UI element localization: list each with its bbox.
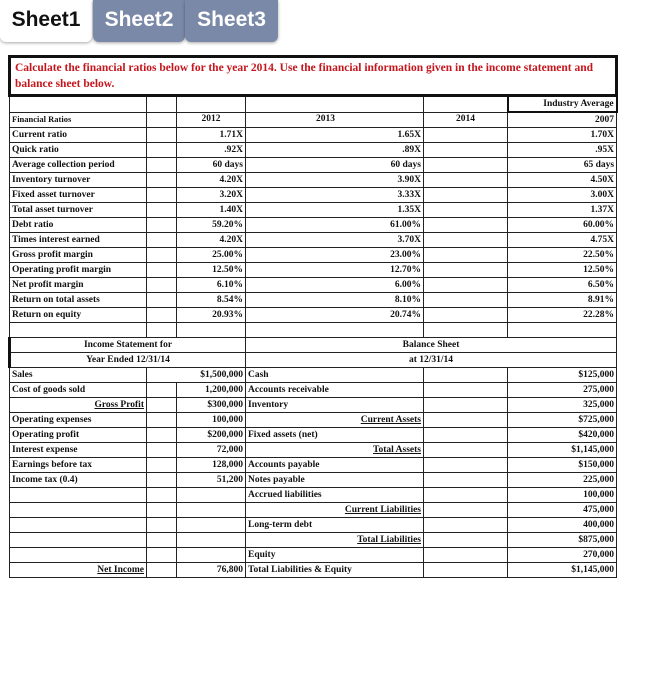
cell[interactable] (10, 323, 147, 338)
cell[interactable] (246, 96, 424, 113)
ratio-name: Net profit margin (10, 278, 147, 293)
ratio-row (10, 188, 617, 203)
ratio-name: Gross profit margin (10, 248, 147, 263)
income-statement-value (177, 533, 246, 548)
year-2007-header: 2007 (508, 112, 617, 128)
balance-sheet-label: Cash (246, 368, 424, 383)
financial-row (10, 503, 617, 518)
cell[interactable] (147, 143, 177, 158)
income-statement-label: Gross Profit (10, 398, 147, 413)
income-statement-value: 1,200,000 (177, 383, 246, 398)
ratio-2014-input[interactable] (424, 233, 508, 248)
cell[interactable] (147, 503, 177, 518)
ratio-2012-value: .92X (177, 143, 246, 158)
cell[interactable] (424, 413, 508, 428)
cell[interactable] (147, 488, 177, 503)
ratio-row (10, 293, 617, 308)
ratio-name: Debt ratio (10, 218, 147, 233)
cell[interactable] (177, 323, 246, 338)
ratio-row (10, 308, 617, 323)
cell[interactable] (147, 428, 177, 443)
cell[interactable] (424, 428, 508, 443)
cell[interactable] (147, 518, 177, 533)
cell[interactable] (246, 323, 424, 338)
balance-sheet-label: Equity (246, 548, 424, 563)
income-statement-label: Net Income (10, 563, 147, 578)
cell[interactable] (147, 112, 177, 128)
ratio-industry-value: 65 days (508, 158, 617, 173)
ratio-2012-value: 12.50% (177, 263, 246, 278)
income-statement-label: Sales (10, 368, 147, 383)
cell[interactable] (147, 233, 177, 248)
ratio-2012-value: 1.71X (177, 128, 246, 143)
cell[interactable] (147, 128, 177, 143)
income-statement-label: Operating profit (10, 428, 147, 443)
ratio-2014-input[interactable] (424, 203, 508, 218)
ratio-industry-value: .95X (508, 143, 617, 158)
ratio-2014-input[interactable] (424, 218, 508, 233)
ratio-2012-value: 6.10% (177, 278, 246, 293)
cell[interactable] (424, 368, 508, 383)
ratio-row (10, 173, 617, 188)
tab-sheet3[interactable]: Sheet3 (185, 0, 278, 42)
cell[interactable] (424, 563, 508, 578)
ratio-industry-value: 22.50% (508, 248, 617, 263)
income-statement-label (10, 503, 147, 518)
balance-sheet-label: Accounts receivable (246, 383, 424, 398)
income-statement-label (10, 488, 147, 503)
ratio-industry-value: 60.00% (508, 218, 617, 233)
cell[interactable] (147, 443, 177, 458)
ratio-2013-value: 12.70% (246, 263, 424, 278)
ratio-name: Inventory turnover (10, 173, 147, 188)
balance-sheet-value: 475,000 (508, 503, 617, 518)
ratio-2013-value: 20.74% (246, 308, 424, 323)
ratio-2013-value: 1.35X (246, 203, 424, 218)
ratio-2014-input[interactable] (424, 173, 508, 188)
ratio-industry-value: 4.75X (508, 233, 617, 248)
cell[interactable] (424, 473, 508, 488)
balance-sheet-label: Inventory (246, 398, 424, 413)
spreadsheet-grid (8, 55, 618, 578)
ratio-row (10, 128, 617, 143)
balance-sheet-label: Total Assets (246, 443, 424, 458)
ratio-2014-input[interactable] (424, 308, 508, 323)
cell[interactable] (147, 383, 177, 398)
cell[interactable] (424, 518, 508, 533)
cell[interactable] (424, 323, 508, 338)
cell[interactable] (147, 218, 177, 233)
ratio-2013-value: 23.00% (246, 248, 424, 263)
instruction-text: Calculate the financial ratios below for the year 2014. Use the financial information given in the income statement and balance sheet below. (10, 57, 617, 96)
ratio-2013-value: 1.65X (246, 128, 424, 143)
cell[interactable] (424, 548, 508, 563)
financial-row (10, 473, 617, 488)
balance-sheet-value: $150,000 (508, 458, 617, 473)
industry-average-header: Industry Average (508, 96, 617, 113)
financial-ratios-header: Financial Ratios (10, 112, 147, 128)
ratio-2013-value: 3.90X (246, 173, 424, 188)
ratio-2013-value: .89X (246, 143, 424, 158)
income-statement-value (177, 518, 246, 533)
ratio-2014-input[interactable] (424, 128, 508, 143)
ratio-2012-value: 1.40X (177, 203, 246, 218)
financial-row (10, 383, 617, 398)
ratio-2013-value: 60 days (246, 158, 424, 173)
cell[interactable] (147, 398, 177, 413)
ratio-name: Average collection period (10, 158, 147, 173)
cell[interactable] (147, 248, 177, 263)
income-statement-label (10, 518, 147, 533)
ratio-name: Return on equity (10, 308, 147, 323)
income-statement-label (10, 548, 147, 563)
balance-sheet-value: $1,145,000 (508, 443, 617, 458)
cell[interactable] (424, 443, 508, 458)
financial-row (10, 458, 617, 473)
cell[interactable] (424, 398, 508, 413)
financial-row (10, 488, 617, 503)
income-statement-label: Cost of goods sold (10, 383, 147, 398)
ratio-2013-value: 3.33X (246, 188, 424, 203)
ratio-2014-input[interactable] (424, 188, 508, 203)
ratio-2013-value: 3.70X (246, 233, 424, 248)
ratio-2012-value: 59.20% (177, 218, 246, 233)
ratio-industry-value: 22.28% (508, 308, 617, 323)
income-statement-title: Income Statement for (10, 338, 246, 353)
cell[interactable] (177, 96, 246, 113)
tab-sheet2[interactable]: Sheet2 (93, 0, 185, 42)
income-statement-value (177, 488, 246, 503)
ratio-2013-value: 6.00% (246, 278, 424, 293)
statement-subtitle-row (10, 353, 617, 368)
ratio-2014-input[interactable] (424, 248, 508, 263)
cell[interactable] (147, 293, 177, 308)
financial-row (10, 398, 617, 413)
ratio-2014-input[interactable] (424, 143, 508, 158)
balance-sheet-value: $125,000 (508, 368, 617, 383)
cell[interactable] (147, 473, 177, 488)
ratio-name: Fixed asset turnover (10, 188, 147, 203)
ratio-2013-value: 61.00% (246, 218, 424, 233)
cell[interactable] (147, 158, 177, 173)
cell[interactable] (424, 458, 508, 473)
ratio-2012-value: 4.20X (177, 173, 246, 188)
cell[interactable] (147, 548, 177, 563)
sheet-tabs (0, 0, 656, 44)
statement-title-row (10, 338, 617, 353)
ratio-industry-value: 1.37X (508, 203, 617, 218)
ratio-row (10, 248, 617, 263)
income-statement-value: 72,000 (177, 443, 246, 458)
ratio-name: Times interest earned (10, 233, 147, 248)
cell[interactable] (147, 533, 177, 548)
ratio-2014-input[interactable] (424, 278, 508, 293)
income-statement-label: Interest expense (10, 443, 147, 458)
income-statement-label (10, 533, 147, 548)
balance-sheet-value: 275,000 (508, 383, 617, 398)
income-statement-period: Year Ended 12/31/14 (10, 353, 246, 368)
balance-sheet-date: at 12/31/14 (246, 353, 617, 368)
balance-sheet-value: 325,000 (508, 398, 617, 413)
ratio-industry-value: 1.70X (508, 128, 617, 143)
income-statement-value: 100,000 (177, 413, 246, 428)
balance-sheet-label: Accounts payable (246, 458, 424, 473)
balance-sheet-title: Balance Sheet (246, 338, 617, 353)
income-statement-label: Earnings before tax (10, 458, 147, 473)
balance-sheet-label: Current Liabilities (246, 503, 424, 518)
financial-row (10, 518, 617, 533)
balance-sheet-label: Fixed assets (net) (246, 428, 424, 443)
cell[interactable] (424, 503, 508, 518)
spreadsheet (8, 55, 615, 578)
ratio-2014-input[interactable] (424, 293, 508, 308)
tab-sheet1[interactable]: Sheet1 (0, 0, 92, 42)
ratio-industry-value: 6.50% (508, 278, 617, 293)
balance-sheet-value: 100,000 (508, 488, 617, 503)
balance-sheet-value: $1,145,000 (508, 563, 617, 578)
balance-sheet-label: Total Liabilities (246, 533, 424, 548)
ratio-2012-value: 20.93% (177, 308, 246, 323)
ratio-2012-value: 60 days (177, 158, 246, 173)
balance-sheet-value: $725,000 (508, 413, 617, 428)
ratio-row (10, 233, 617, 248)
ratio-row (10, 143, 617, 158)
balance-sheet-value: 225,000 (508, 473, 617, 488)
cell[interactable] (10, 96, 147, 113)
ratio-2012-value: 3.20X (177, 188, 246, 203)
cell[interactable] (147, 173, 177, 188)
income-statement-value: $1,500,000 (147, 368, 246, 383)
ratio-name: Current ratio (10, 128, 147, 143)
income-statement-value: $300,000 (177, 398, 246, 413)
year-2013-header: 2013 (246, 112, 424, 128)
cell[interactable] (147, 263, 177, 278)
ratio-industry-value: 12.50% (508, 263, 617, 278)
cell[interactable] (508, 323, 617, 338)
spacer-row (10, 323, 617, 338)
ratio-2014-input[interactable] (424, 263, 508, 278)
cell[interactable] (424, 96, 508, 113)
income-statement-value: 128,000 (177, 458, 246, 473)
financial-row (10, 368, 617, 383)
ratio-industry-value: 4.50X (508, 173, 617, 188)
financial-row (10, 533, 617, 548)
ratio-2014-input[interactable] (424, 158, 508, 173)
balance-sheet-value: 270,000 (508, 548, 617, 563)
cell[interactable] (147, 203, 177, 218)
balance-sheet-label: Accrued liabilities (246, 488, 424, 503)
cell[interactable] (424, 383, 508, 398)
ratio-industry-value: 3.00X (508, 188, 617, 203)
income-statement-value (177, 503, 246, 518)
cell[interactable] (147, 308, 177, 323)
balance-sheet-label: Notes payable (246, 473, 424, 488)
cell[interactable] (147, 278, 177, 293)
cell[interactable] (424, 533, 508, 548)
year-2014-header: 2014 (424, 112, 508, 128)
cell[interactable] (147, 413, 177, 428)
ratio-2012-value: 8.54% (177, 293, 246, 308)
ratio-row (10, 158, 617, 173)
year-2012-header: 2012 (177, 112, 246, 128)
cell[interactable] (147, 563, 177, 578)
ratio-name: Return on total assets (10, 293, 147, 308)
income-statement-label: Operating expenses (10, 413, 147, 428)
financial-row (10, 548, 617, 563)
ratio-name: Operating profit margin (10, 263, 147, 278)
financial-row (10, 413, 617, 428)
cell[interactable] (147, 96, 177, 113)
cell[interactable] (147, 188, 177, 203)
balance-sheet-value: 400,000 (508, 518, 617, 533)
cell[interactable] (147, 323, 177, 338)
ratio-row (10, 278, 617, 293)
ratio-name: Quick ratio (10, 143, 147, 158)
balance-sheet-label: Long-term debt (246, 518, 424, 533)
balance-sheet-value: $875,000 (508, 533, 617, 548)
cell[interactable] (424, 488, 508, 503)
financial-row (10, 563, 617, 578)
balance-sheet-label: Total Liabilities & Equity (246, 563, 424, 578)
balance-sheet-value: $420,000 (508, 428, 617, 443)
ratio-2012-value: 25.00% (177, 248, 246, 263)
financial-row (10, 428, 617, 443)
financial-row (10, 443, 617, 458)
income-statement-value: 76,800 (177, 563, 246, 578)
income-statement-value: 51,200 (177, 473, 246, 488)
ratio-row (10, 203, 617, 218)
ratio-row (10, 263, 617, 278)
ratio-2013-value: 8.10% (246, 293, 424, 308)
ratio-name: Total asset turnover (10, 203, 147, 218)
ratio-industry-value: 8.91% (508, 293, 617, 308)
balance-sheet-label: Current Assets (246, 413, 424, 428)
income-statement-value (177, 548, 246, 563)
income-statement-value: $200,000 (177, 428, 246, 443)
cell[interactable] (147, 458, 177, 473)
ratio-row (10, 218, 617, 233)
income-statement-label: Income tax (0.4) (10, 473, 147, 488)
ratio-2012-value: 4.20X (177, 233, 246, 248)
